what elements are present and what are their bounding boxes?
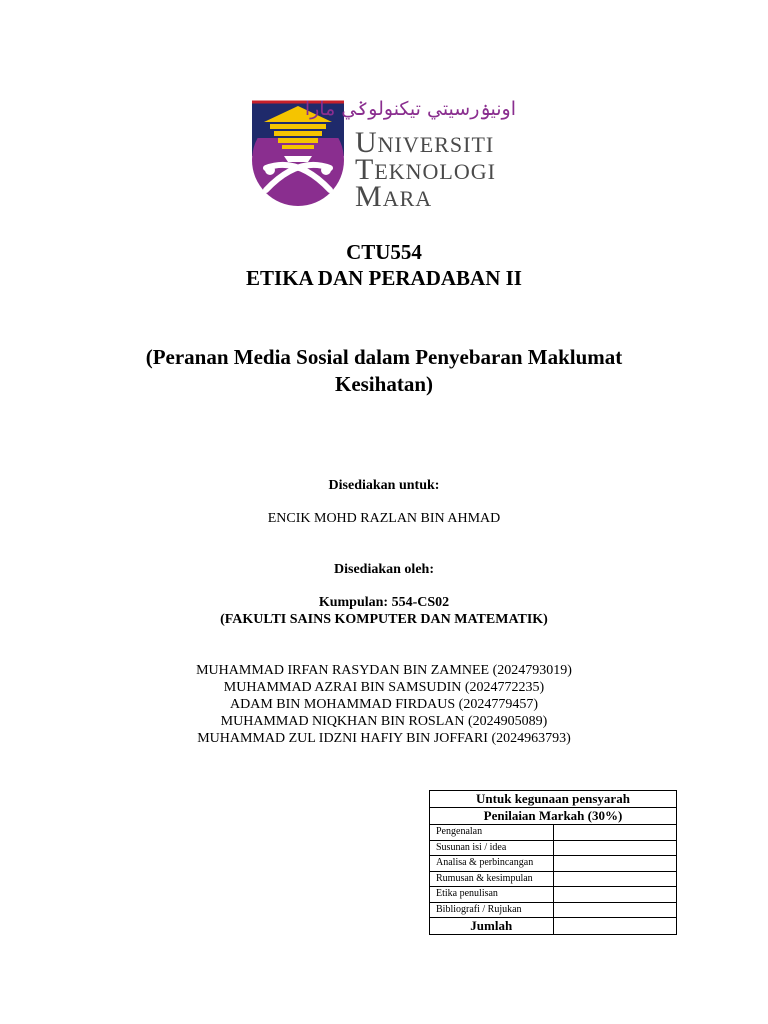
score-cell[interactable] xyxy=(553,856,677,872)
total-score-cell[interactable] xyxy=(553,918,677,935)
lecturer-name: ENCIK MOHD RAZLAN BIN AHMAD xyxy=(267,511,501,526)
logo-line-universiti: UNIVERSITI xyxy=(355,126,495,159)
course-name: ETIKA DAN PERADABAN II xyxy=(246,266,522,290)
criteria-label: Etika penulisan xyxy=(430,887,554,903)
logo-line-mara: MARA xyxy=(355,180,433,213)
member-name: MUHAMMAD AZRAI BIN SAMSUDIN (2024772235) xyxy=(223,680,545,695)
criteria-label: Analisa & perbincangan xyxy=(430,856,554,872)
member-name: MUHAMMAD NIQKHAN BIN ROSLAN (2024905089) xyxy=(220,714,548,729)
score-cell[interactable] xyxy=(553,840,677,856)
logo-jawi-text: اونيۏرسيتي تيكنولوݢي مارا xyxy=(304,98,516,120)
score-cell[interactable] xyxy=(553,825,677,841)
prepared-by-label: Disediakan oleh: xyxy=(334,562,434,577)
score-cell[interactable] xyxy=(553,887,677,903)
logo-line-teknologi: TEKNOLOGI xyxy=(355,153,496,186)
topic-line-1: (Peranan Media Sosial dalam Penyebaran Maklumat xyxy=(145,345,623,369)
score-cell[interactable] xyxy=(553,871,677,887)
criteria-label: Rumusan & kesimpulan xyxy=(430,871,554,887)
member-name: MUHAMMAD IRFAN RASYDAN BIN ZAMNEE (2024793019) xyxy=(196,663,572,678)
faculty-label: (FAKULTI SAINS KOMPUTER DAN MATEMATIK) xyxy=(220,612,548,627)
topic-line-2: Kesihatan) xyxy=(334,372,433,396)
marks-header-assessment: Penilaian Markah (30%) xyxy=(430,808,677,825)
score-cell[interactable] xyxy=(553,902,677,918)
course-code: CTU554 xyxy=(346,240,422,264)
marks-table xyxy=(429,790,677,935)
total-label: Jumlah xyxy=(430,918,554,935)
marks-header-lecturer: Untuk kegunaan pensyarah xyxy=(430,791,677,808)
member-name: ADAM BIN MOHAMMAD FIRDAUS (2024779457) xyxy=(229,697,538,712)
group-label: Kumpulan: 554-CS02 xyxy=(318,595,450,610)
member-list xyxy=(0,662,768,747)
prepared-for-label: Disediakan untuk: xyxy=(328,478,440,493)
member-name: MUHAMMAD ZUL IDZNI HAFIY BIN JOFFARI (2024963793) xyxy=(197,731,571,746)
criteria-label: Pengenalan xyxy=(430,825,554,841)
criteria-label: Bibliografi / Rujukan xyxy=(430,902,554,918)
criteria-label: Susunan isi / idea xyxy=(430,840,554,856)
uitm-logo xyxy=(248,98,523,212)
